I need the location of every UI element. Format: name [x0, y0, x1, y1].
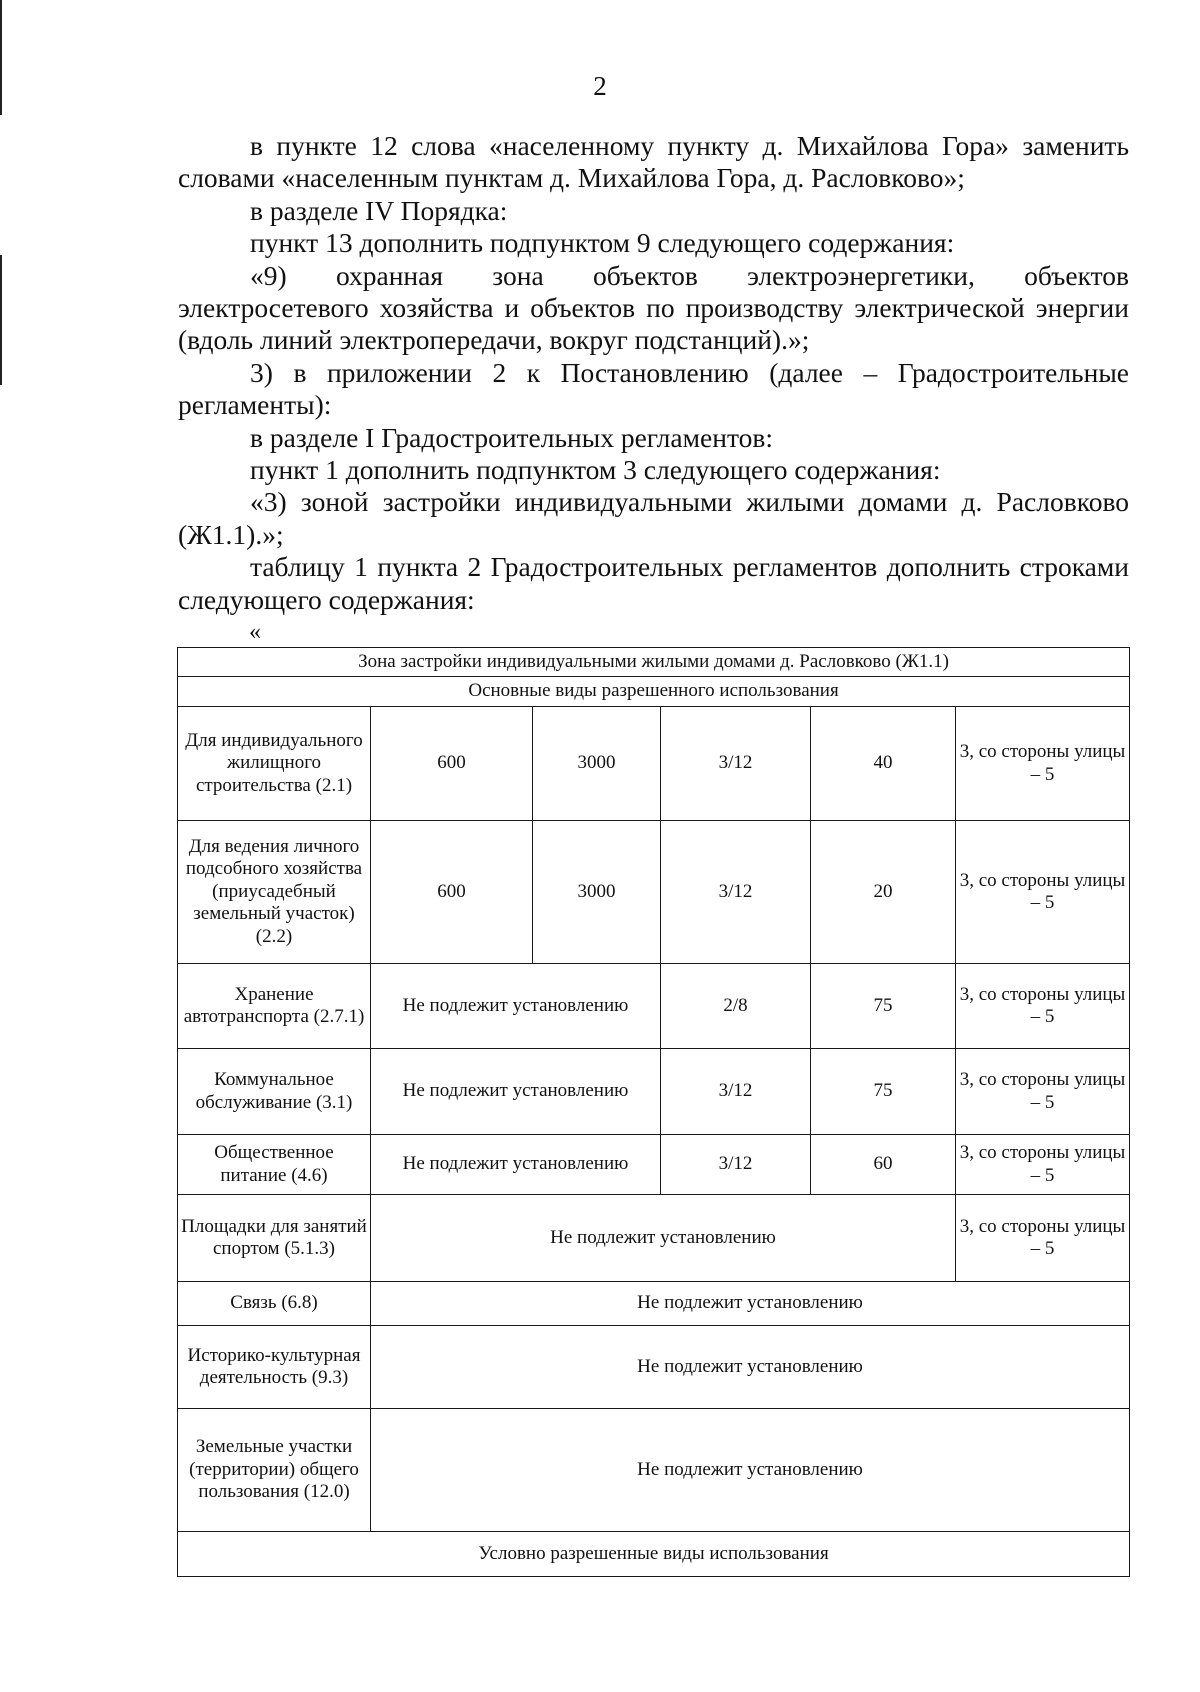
floors-cell: 3/12 — [661, 821, 811, 964]
coverage-cell: 20 — [811, 821, 956, 964]
use-name-cell: Площадки для занятий спортом (5.1.3) — [178, 1195, 371, 1282]
use-name-cell: Для индивидуального жилищного строительства (2.1) — [178, 707, 371, 821]
setback-cell: 3, со стороны улицы – 5 — [956, 707, 1130, 821]
paragraph-point-1: пункт 1 дополнить подпунктом 3 следующего содержания: — [250, 454, 941, 486]
table-row — [178, 821, 1130, 964]
coverage-cell: 75 — [811, 964, 956, 1049]
table-row — [178, 1409, 1130, 1532]
table-row — [178, 1195, 1130, 1282]
quote-open-mark: « — [249, 619, 261, 645]
table-row — [178, 707, 1130, 821]
table-row — [178, 1135, 1130, 1195]
setback-cell: 3, со стороны улицы – 5 — [956, 1195, 1130, 1282]
scan-edge-mark — [0, 255, 2, 385]
floors-cell: 3/12 — [661, 707, 811, 821]
use-name-cell: Земельные участки (территории) общего пользования (12.0) — [178, 1409, 371, 1532]
min-area-cell: 600 — [371, 821, 533, 964]
document-body — [178, 130, 1129, 616]
area-note-cell: Не подлежит установлению — [371, 1049, 661, 1135]
setback-cell: 3, со стороны улицы – 5 — [956, 964, 1130, 1049]
zone-title-cell: Зона застройки индивидуальными жилыми домами д. Расловково (Ж1.1) — [178, 648, 1130, 677]
coverage-cell: 75 — [811, 1049, 956, 1135]
floors-cell: 3/12 — [661, 1049, 811, 1135]
use-name-cell: Для ведения личного подсобного хозяйства (приусадебный земельный участок) (2.2) — [178, 821, 371, 964]
paragraph-point-12: в пункте 12 слова «населенному пункту д. Михайлова Гора» заменить словами «населенным пунктам д. Михайлова Гора, д. Расловково»; — [178, 130, 1129, 194]
table-row — [178, 964, 1130, 1049]
max-area-cell: 3000 — [533, 707, 661, 821]
max-area-cell: 3000 — [533, 821, 661, 964]
paragraph-section-iv: в разделе IV Порядка: — [250, 194, 508, 226]
note-cell: Не подлежит установлению — [371, 1195, 956, 1282]
use-name-cell: Историко-культурная деятельность (9.3) — [178, 1326, 371, 1409]
paragraph-subpoint-9-line1: «9) охранная зона объектов электроэнергетики, объектов — [250, 259, 1129, 291]
use-name-cell: Хранение автотранспорта (2.7.1) — [178, 964, 371, 1049]
coverage-cell: 40 — [811, 707, 956, 821]
table-zone-row — [178, 648, 1130, 677]
use-name-cell: Связь (6.8) — [178, 1282, 371, 1326]
floors-cell: 2/8 — [661, 964, 811, 1049]
page-number: 2 — [593, 71, 607, 101]
paragraph-subpoint-3: «3) зоной застройки индивидуальными жилыми домами д. Расловково (Ж1.1).»; — [178, 486, 1129, 550]
regulations-table — [177, 647, 1130, 1577]
table-row — [178, 1282, 1130, 1326]
main-uses-header-cell: Основные виды разрешенного использования — [178, 677, 1130, 707]
note-cell: Не подлежит установлению — [371, 1326, 1130, 1409]
paragraph-point-13: пункт 13 дополнить подпунктом 9 следующего содержания: — [250, 227, 955, 259]
setback-cell: 3, со стороны улицы – 5 — [956, 821, 1130, 964]
coverage-cell: 60 — [811, 1135, 956, 1195]
paragraph-section-i: в разделе I Градостроительных регламентов: — [250, 421, 773, 453]
min-area-cell: 600 — [371, 707, 533, 821]
paragraph-table-1: таблицу 1 пункта 2 Градостроительных регламентов дополнить строками следующего содержания: — [178, 551, 1129, 615]
paragraph-subpoint-9-rest: электросетевого хозяйства и объектов по производству электрической энергии (вдоль линий электропередачи, вокруг подстанций).»; — [178, 292, 1129, 356]
table-row — [178, 1326, 1130, 1409]
table-section-row — [178, 1532, 1130, 1577]
setback-cell: 3, со стороны улицы – 5 — [956, 1135, 1130, 1195]
floors-cell: 3/12 — [661, 1135, 811, 1195]
area-note-cell: Не подлежит установлению — [371, 964, 661, 1049]
table-section-row — [178, 677, 1130, 707]
table-row — [178, 1049, 1130, 1135]
note-cell: Не подлежит установлению — [371, 1282, 1130, 1326]
note-cell: Не подлежит установлению — [371, 1409, 1130, 1532]
setback-cell: 3, со стороны улицы – 5 — [956, 1049, 1130, 1135]
use-name-cell: Коммунальное обслуживание (3.1) — [178, 1049, 371, 1135]
area-note-cell: Не подлежит установлению — [371, 1135, 661, 1195]
paragraph-appendix-2: 3) в приложении 2 к Постановлению (далее – Градостроительные регламенты): — [178, 356, 1129, 421]
conditional-uses-header-cell: Условно разрешенные виды использования — [178, 1532, 1130, 1577]
use-name-cell: Общественное питание (4.6) — [178, 1135, 371, 1195]
